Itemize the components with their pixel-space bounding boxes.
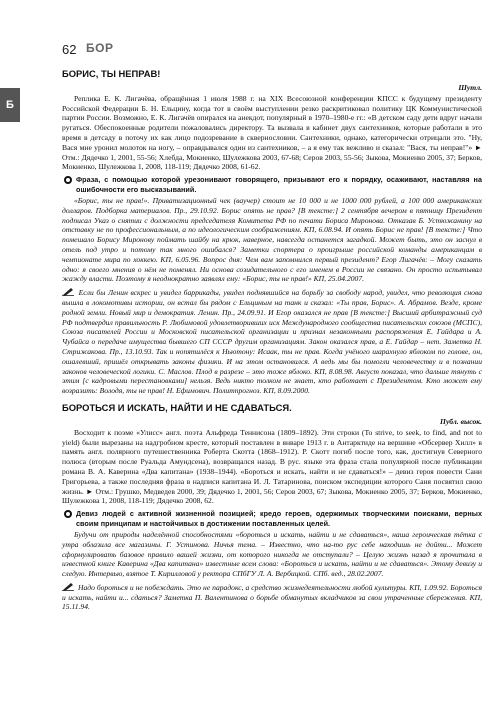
pen-icon xyxy=(62,287,74,296)
entry-origin-text: Реплика Е. К. Лигачёва, обращённая 1 июля 1988 г. на XIX Всесоюзной конференции КПСС к будущему президенту Российской Федерации Б. Н. Ельцину, когда тот в своём выступлении резко раскритиковал политику ЦК Коммунистической партии России. Возможно, Е. К. Лигачёв опирался на анекдот, популярный в 1970–1980-е гг.: «В детском саду дети вдруг начали ругаться. Обеспокоенные родители пожаловались директору. Та вызвала в кабинет двух сантехников, которые работали в это время в детсаду в поточу их как лицо подозревание в сквернословии. Сантехники, однако, категорически отрицали это. "Ну, Вася мне уронил молоток на ногу, – оправдывался один из сантехников, – а я ему так вежливо и сказал: "Вася, ты неправ!"» ► Отм.: Дядечко 1, 2001, 55-56; Хлебда, Мокиенко, Шулежкова 2003, 67-68; Серов 2003, 55-56; Зыкова, Мокиенко 2005, 37; Берков, Мокиенко, Шулежкова 1, 2008, 118-119; Дядечко 2008, 61-62. xyxy=(62,93,482,172)
entry-example: «Борис, ты не прав!». Приватизационный чек (ваучер) стоит не 10 000 и не 1000 000 рублей, а 100 000 американских долларов. Подборка материалов. Пр., 29.10.92. Борис опять не прав? [В тексте:] 2 сентября вечером в пятницу Президент подписал Указ о снятии с должности председателя Комитета РФ по печати Бориса Миронова. Отказав Б. Устюжанину на отставку не по профессиональным, а по идеологическим соображениям. КП, 6.08.94. И опять Борис не прав! [В тексте:] Что помешало Борису Миронову поймать шайбу на крюк, наверное, навсегда останется загадкой. Может быть, это он заснул в отель под утро и потому так много ошибался? Заметки спортера о проигрыше российской команды американцам в чемпионате мира по хоккею. КП, 6.05.96. Вопрос дня: Чем вам запомнился первый президент? Егор Лигачёв: – Могу сказать одно: я своего мнения о нём не поменял. Ни основа созидательного с его именем в России не связано. Он просто испытывал жажду власти. Поэтому я неоднократно заявлял ему: «Борис, ты не прав!» КП, 25.04.2007. xyxy=(62,195,482,284)
entry-style-label: Публ. высок. xyxy=(440,416,482,426)
pen-icon xyxy=(62,582,74,591)
entry-aside-text: Если бы Ленин вскрес и увидел баррикады, увидел поднявшийся на борьбу за свободу народ, увидел, что революция снова вышла в локомотивы истории, он встал бы рядом с Ельциным на танк и сказал: «Ты прав, Борис». А. Абрамов. Везде, кроме родной земли. Новый мир и демократия. Ленин. Пр., 24.09.91. И Егор оказался не прав [В тексте:] Высший арбитражный суд РФ подтвердил правильность Р. Любимовой удовлетворивших иск Международного сообщества писательских союзов (МСПС), Союза писателей России и Московской писательской организации и признал незаконными распоряжения Е. Гайдара и А. Чубайса о передаче имущества бывшего СП СССР другим организациям. Закон оказался прав, а Е. Гайдар – нет. Заметка Н. Стрижакова. Пр., 13.10.93. Так и нопятилёся к Ньютону: Исаак, ты не прав. Когда учёного шарахнуло яблоком по голове, он, ошалевший, пришёл открывать законы физики. И на этом остановился. А ведь мы бы помогли человечеству и в познании законов человеческой логики. С. Маслов. Плод в разрезе – это тоже яблоко. КП, 8.08.98. Август показал, что дальше тянуть с этим [с кадровыми перестановками] нельзя. Ведь никто толком не знает, кто работает с Президентом. Кто может ему возразить: Володя, ты не прав! Н. Ефимович. Политпрогноз. КП, 8.09.2000. xyxy=(62,288,482,396)
entry-title: БОРОТЬСЯ И ИСКАТЬ, НАЙТИ И НЕ СДАВАТЬСЯ. xyxy=(62,401,292,413)
entry-meaning-text: Девиз людей с активной жизненной позицией; кредо героев, одержимых творческими поисками, верных своим принципам и настойчивых в достижении поставленных целей. xyxy=(76,509,482,528)
side-letter-tab xyxy=(0,88,20,122)
dictionary-content xyxy=(62,68,482,612)
entry-meaning xyxy=(62,175,482,194)
meaning-bullet-icon xyxy=(64,510,72,518)
entry-title: БОРИС, ТЫ НЕПРАВ! xyxy=(62,68,161,79)
entry-example: Будучи от природы наделённой способностями «бороться и искать, найти и не сдаваться», наша героическая тётка с утра облазила все магазины. Г. Устинова. Ничья тема. – Известно, что на-то рус себе находишь не дойти... Может сформулировать базовое правило вашей жизни, от которого никогда не отступали? – Целую жизнь назад я прочитала в известной книге Каверина «Два капитана» известные всем слова: «Бороться и искать, найти и не сдаваться». Этому девизу и следую. Интервью, взятое Т. Кирилловой у ректора СПбГУ Л. А. Вербицкой. СПб. вед., 28.02.2007. xyxy=(62,529,482,579)
entry-aside xyxy=(62,582,482,612)
entry-aside xyxy=(62,287,482,396)
entry-style-label: Шутл. xyxy=(458,83,482,92)
page-number: 62 xyxy=(62,42,77,57)
entry-boris xyxy=(62,68,482,396)
running-head: БОР xyxy=(86,41,114,55)
entry-origin-text: Восходит к поэме «Улисс» англ. поэта Альфреда Теннисона (1809–1892). Эти строки (To strive, to seek, to find, and not to yield) были вырезаны на надгробном кресте, который поставлен в январе 1913 г. в Антарктиде на вершине «Обсервер Хилл» в память англ. полярного путешественника Роберта Скотта (1868–1912). Р. Скотт погиб после того, как, достигнув Северного полюса (вторым после Руальда Амундсена), возвращался назад. В рус. языке эта фраза стала популярной после публикации романа В. А. Каверина «Два капитана» (1938–1944). «Бороться и искать, найти и не сдаваться!» – девиз героя повести Сани Григорьева, а также последняя фраза в надписи капитана И. Л. Татаринова, поиском экспедиции которого Саня посвятил свою жизнь. ► Отм.: Грушко, Медведев 2000, 39; Дядечко 1, 2001, 56; Серов 2003, 67; Зыкова, Мокиенко 2005, 37; Берков, Мокиенко, Шулежкова 1, 2008, 118-119; Дядечко 2008, 62. xyxy=(62,427,482,506)
meaning-bullet-icon xyxy=(64,176,72,184)
side-tab-letter: Б xyxy=(6,99,14,111)
entry-borotsya xyxy=(62,402,482,612)
page-header xyxy=(62,42,482,62)
entry-meaning-text: Фраза, с помощью которой урезонивают говорящего, призывают его к порядку, осаживают, наставляя на ошибочности его высказываний. xyxy=(76,175,482,194)
entry-aside-text: Надо бороться и не побеждать. Это не парадокс, а средство жизнедеятельности любой культуры. КП, 1.09.92. Бороться и искать, найти и... сдаться? Заметка П. Валентинова о борьбе обманутых вкладчиков за свои утраченные сбережения. КП, 15.11.94. xyxy=(62,582,482,612)
entry-meaning xyxy=(62,509,482,528)
